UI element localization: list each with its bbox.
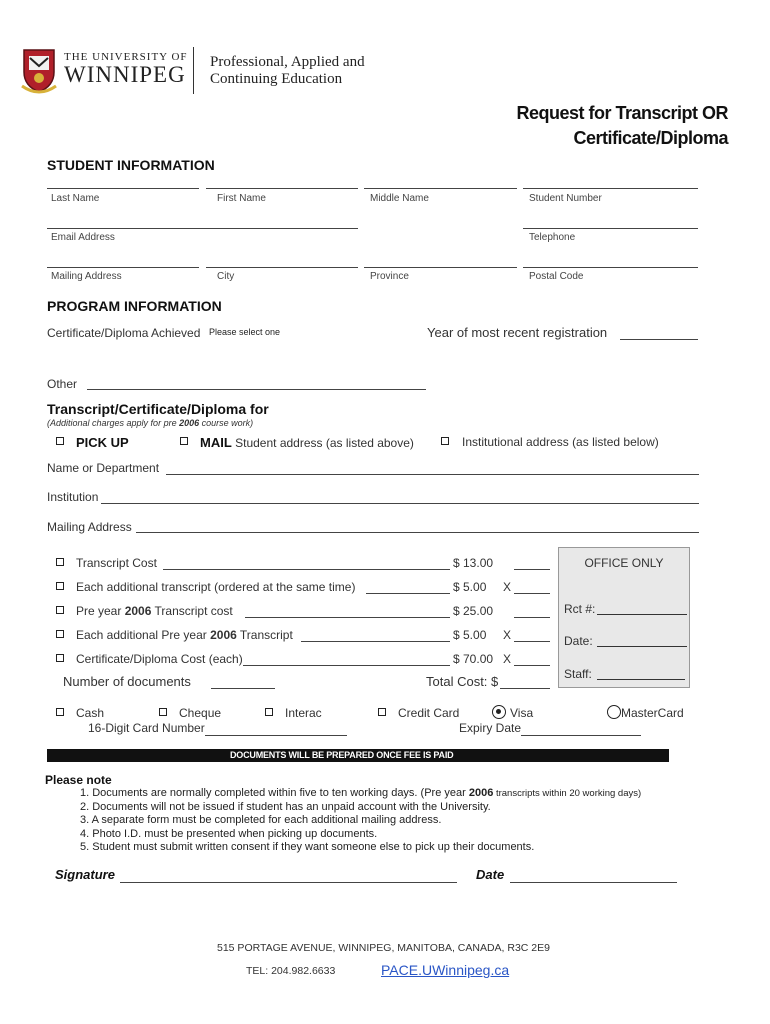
form-title <box>516 101 728 151</box>
fee-text: Transcript Cost <box>76 556 157 570</box>
note-item-2: 2. Documents will not be issued if student has an unpaid account with the University. <box>80 800 491 813</box>
first-name-field[interactable] <box>206 188 358 189</box>
cheque-label: Cheque <box>179 706 222 720</box>
fee-checkbox-additional[interactable] <box>56 582 64 590</box>
fee-qty-certificate[interactable] <box>514 665 550 666</box>
footer-address: 515 PORTAGE AVENUE, WINNIPEG, MANITOBA, CANADA, R3C 2E9 <box>217 942 550 954</box>
footer-website-link[interactable]: PACE.UWinnipeg.ca <box>381 962 510 978</box>
fee-qty-additional-pre2006[interactable] <box>514 641 550 642</box>
signature-field[interactable] <box>120 882 457 883</box>
mail-detail: Student address (as listed above) <box>235 436 414 450</box>
mailing-address-field[interactable] <box>47 267 199 268</box>
fee-price-transcript: $ 13.00 <box>453 556 494 570</box>
note-suffix: course work) <box>199 418 254 428</box>
fee-dotted-additional <box>366 593 450 594</box>
credit-card-checkbox[interactable] <box>378 708 386 716</box>
note-item-1: 1. Documents are normally completed within five to ten working days. (Pre year 2006 transcripts within 20 working days) <box>80 787 642 799</box>
year-registration-field[interactable] <box>620 339 698 340</box>
mastercard-radio[interactable] <box>607 705 621 719</box>
fee-checkbox-transcript[interactable] <box>56 558 64 566</box>
fee-dotted-transcript <box>163 569 450 570</box>
total-cost-field[interactable] <box>500 688 550 689</box>
note-year: 2006 <box>179 418 200 428</box>
fee-text-post: Transcript <box>236 628 293 642</box>
telephone-label: Telephone <box>529 232 576 243</box>
interac-label: Interac <box>285 706 322 720</box>
fee-dotted-additional-pre2006 <box>301 641 450 642</box>
fee-price-additional-pre2006: $ 5.00 <box>453 628 487 642</box>
mastercard-label: MasterCard <box>621 706 684 720</box>
first-name-label: First Name <box>217 193 266 204</box>
fee-qty-transcript[interactable] <box>514 569 550 570</box>
fee-paid-banner-text: DOCUMENTS WILL BE PREPARED ONCE FEE IS PAID <box>230 750 454 760</box>
institutional-label: Institutional address (as listed below) <box>462 435 659 449</box>
interac-checkbox[interactable] <box>265 708 273 716</box>
note-text: Documents will not be issued if student has an unpaid account with the University. <box>92 800 491 813</box>
expiry-field[interactable] <box>521 735 641 736</box>
certificate-label: Certificate/Diploma Achieved <box>47 326 201 340</box>
department-line1: Professional, Applied and <box>210 54 365 70</box>
mailing-address-label: Mailing Address <box>51 271 122 282</box>
fee-dotted-pre2006 <box>245 617 450 618</box>
card-number-field[interactable] <box>205 735 347 736</box>
fee-year: 2006 <box>210 628 237 642</box>
last-name-label: Last Name <box>51 193 100 204</box>
visa-label: Visa <box>510 706 534 720</box>
fee-text-post: Transcript cost <box>151 604 233 618</box>
expiry-label: Expiry Date <box>459 721 522 735</box>
institution-field[interactable] <box>101 503 699 504</box>
pickup-label: PICK UP <box>76 435 129 450</box>
form-title-line1: Request for Transcript OR <box>516 103 728 123</box>
institution-label: Institution <box>47 490 99 504</box>
province-field[interactable] <box>364 267 517 268</box>
postal-code-field[interactable] <box>523 267 698 268</box>
pickup-checkbox[interactable] <box>56 437 64 445</box>
fee-qty-pre2006[interactable] <box>514 617 550 618</box>
fee-text: Each additional transcript (ordered at the same time) <box>76 580 356 594</box>
card-number-label: 16-Digit Card Number <box>88 721 205 735</box>
notes-list <box>80 787 641 855</box>
fee-price-pre2006: $ 25.00 <box>453 604 494 618</box>
fee-checkbox-certificate[interactable] <box>56 654 64 662</box>
office-only-box <box>558 547 690 688</box>
province-label: Province <box>370 271 409 282</box>
name-dept-field[interactable] <box>166 474 699 475</box>
postal-code-label: Postal Code <box>529 271 584 282</box>
year-registration-label: Year of most recent registration <box>427 325 608 340</box>
header-divider <box>193 47 194 94</box>
fee-text: Each additional Pre year <box>76 628 211 642</box>
note-item-4: 4. Photo I.D. must be presented when picking up documents. <box>80 827 378 840</box>
fee-x-certificate: X <box>503 652 512 666</box>
fee-x-additional-pre2006: X <box>503 628 512 642</box>
credit-card-label: Credit Card <box>398 706 460 720</box>
cash-label: Cash <box>76 706 105 720</box>
note-item-3: 3. A separate form must be completed for each additional mailing address. <box>80 814 442 826</box>
signature-date-label: Date <box>476 867 505 882</box>
city-field[interactable] <box>206 267 358 268</box>
notes-heading: Please note <box>45 773 112 787</box>
total-cost-label: Total Cost: $ <box>426 674 499 689</box>
fee-checkbox-additional-pre2006[interactable] <box>56 630 64 638</box>
note-year: 2006 <box>468 787 494 799</box>
fee-year: 2006 <box>124 604 152 618</box>
department-line2: Continuing Education <box>210 71 343 87</box>
fee-label-additional <box>76 580 355 594</box>
num-documents-field[interactable] <box>211 688 275 689</box>
fee-dotted-certificate <box>243 665 450 666</box>
note-text: Photo I.D. must be presented when picking up documents. <box>92 827 378 840</box>
form-title-line2: Certificate/Diploma <box>573 128 728 148</box>
name-dept-label: Name or Department <box>47 461 160 475</box>
office-only-title: OFFICE ONLY <box>584 556 664 570</box>
fee-text: Pre year <box>76 604 125 618</box>
other-field[interactable] <box>87 389 426 390</box>
telephone-field[interactable] <box>523 228 698 229</box>
fee-price-certificate: $ 70.00 <box>453 652 494 666</box>
institutional-checkbox[interactable] <box>441 437 449 445</box>
mail-label <box>200 435 414 450</box>
signature-date-field[interactable] <box>510 882 677 883</box>
fee-label-additional-pre2006 <box>76 628 293 642</box>
note-item-5: 5. Student must submit written consent if they want someone else to pick up their documents. <box>80 841 535 853</box>
program-info-heading: PROGRAM INFORMATION <box>47 298 222 314</box>
office-date-field[interactable] <box>597 646 687 647</box>
office-date-label: Date: <box>564 634 593 648</box>
fee-checkbox-pre2006[interactable] <box>56 606 64 614</box>
student-number-label: Student Number <box>529 193 602 204</box>
middle-name-label: Middle Name <box>370 193 429 204</box>
note-text: Documents are normally completed within five to ten working days. (Pre year <box>92 787 469 799</box>
note-text: A separate form must be completed for each additional mailing address. <box>91 814 442 826</box>
university-name-line2: WINNIPEG <box>64 62 186 87</box>
note-text-post: transcripts within 20 working days) <box>493 788 642 799</box>
signature-label: Signature <box>55 867 115 882</box>
fee-price-additional: $ 5.00 <box>453 580 487 594</box>
num-documents-label: Number of documents <box>63 674 191 689</box>
mail-checkbox[interactable] <box>180 437 188 445</box>
office-staff-field[interactable] <box>597 679 685 680</box>
fee-label-pre2006 <box>76 604 233 618</box>
office-rct-label: Rct #: <box>564 602 596 616</box>
certificate-select[interactable]: Please select one <box>209 327 281 337</box>
delivery-mailing-label: Mailing Address <box>47 520 132 534</box>
fee-qty-additional[interactable] <box>514 593 550 594</box>
mail-bold: MAIL <box>200 435 232 450</box>
cheque-checkbox[interactable] <box>159 708 167 716</box>
university-crest <box>20 46 58 96</box>
middle-name-field[interactable] <box>364 188 517 189</box>
delivery-heading: Transcript/Certificate/Diploma for <box>47 401 269 417</box>
fee-label-certificate <box>76 652 243 666</box>
office-rct-field[interactable] <box>597 614 687 615</box>
student-info-heading: STUDENT INFORMATION <box>47 157 215 173</box>
university-name-line1: THE UNIVERSITY OF <box>64 51 188 63</box>
student-number-field[interactable] <box>523 188 698 189</box>
email-label: Email Address <box>51 232 115 243</box>
footer-telephone: TEL: 204.982.6633 <box>246 965 336 977</box>
fee-text: Certificate/Diploma Cost (each) <box>76 652 243 666</box>
visa-radio-dot <box>496 709 501 714</box>
note-text: Student must submit written consent if they want someone else to pick up their documents. <box>92 841 535 853</box>
delivery-mailing-field[interactable] <box>136 532 699 533</box>
note-prefix: (Additional charges apply for pre <box>47 418 180 428</box>
email-field[interactable] <box>47 228 358 229</box>
fee-label-transcript <box>76 556 157 570</box>
office-staff-label: Staff: <box>564 667 592 681</box>
other-label: Other <box>47 377 78 391</box>
city-label: City <box>217 271 235 282</box>
visa-radio[interactable] <box>492 705 506 719</box>
fee-x-additional: X <box>503 580 512 594</box>
cash-checkbox[interactable] <box>56 708 64 716</box>
additional-charges-note <box>47 418 253 428</box>
last-name-field[interactable] <box>47 188 199 189</box>
